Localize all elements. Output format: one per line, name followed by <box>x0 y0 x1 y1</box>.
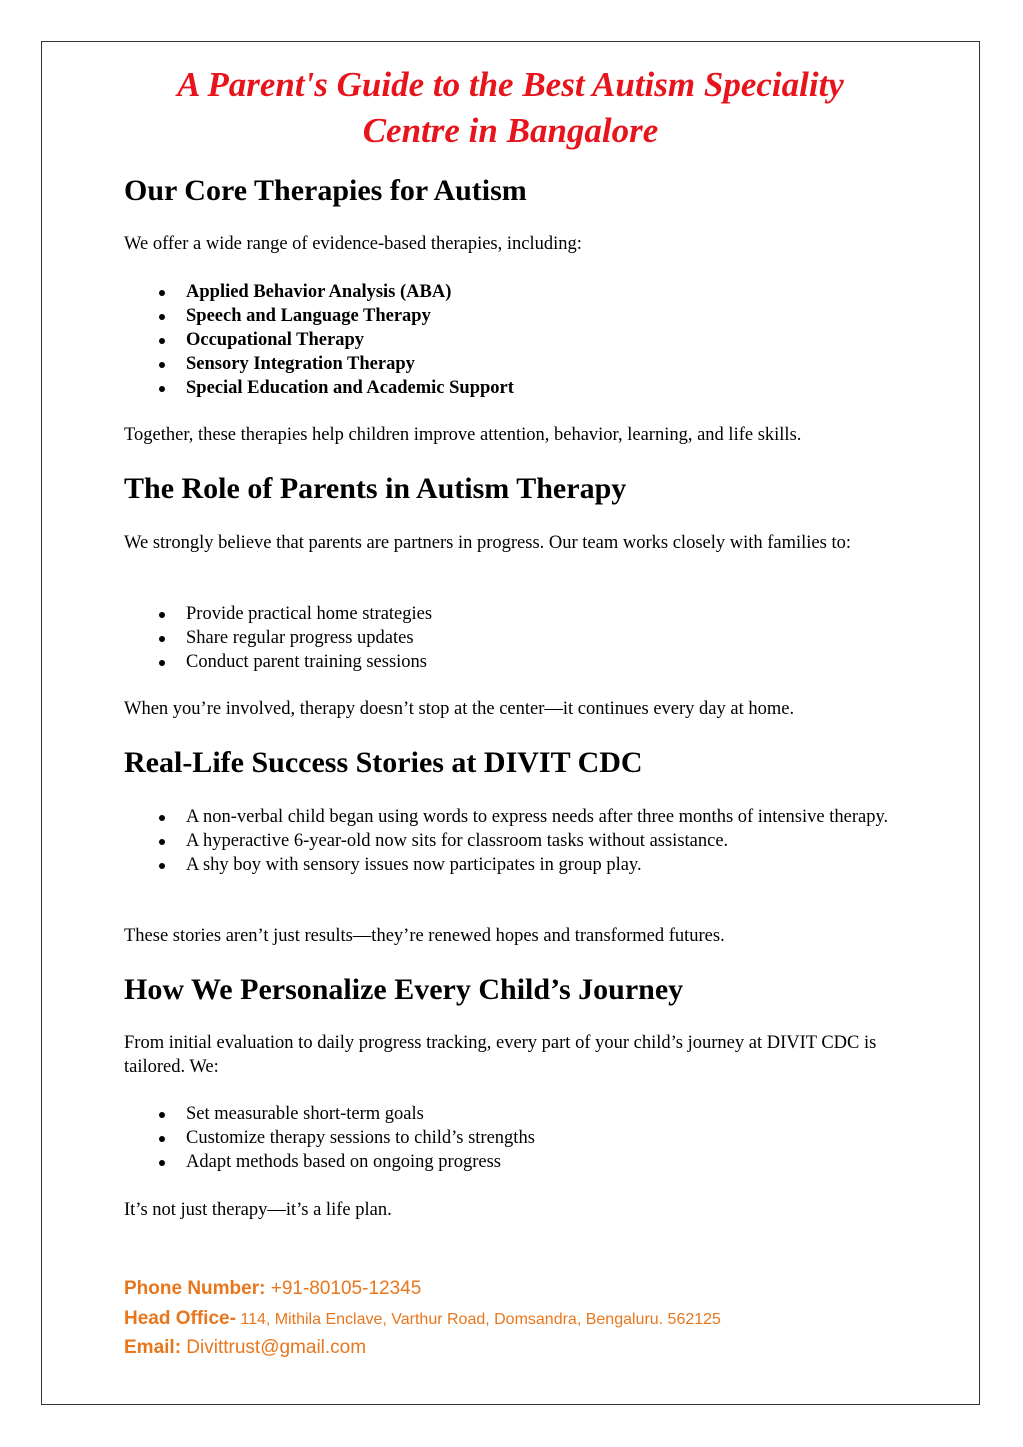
contact-email <box>124 1335 366 1361</box>
list-item: Sensory Integration Therapy <box>124 352 914 376</box>
office-label: Head Office- <box>124 1308 236 1329</box>
list-item: A shy boy with sensory issues now participates in group play. <box>124 853 914 877</box>
list-item: A non-verbal child began using words to express needs after three months of intensive therapy. <box>124 805 914 829</box>
section-outro: Together, these therapies help children improve attention, behavior, learning, and life skills. <box>124 425 802 445</box>
list-item: Occupational Therapy <box>124 328 914 352</box>
bullet-icon <box>159 314 165 320</box>
section-heading-personalize: How We Personalize Every Child’s Journey <box>124 973 684 1006</box>
list-item: Set measurable short-term goals <box>124 1102 914 1126</box>
list-item: Conduct parent training sessions <box>124 650 914 674</box>
section-outro: It’s not just therapy—it’s a life plan. <box>124 1200 392 1220</box>
section-intro: From initial evaluation to daily progress tracking, every part of your child’s journey at DIVIT CDC is tailored. We: <box>124 1033 877 1077</box>
section-intro: We offer a wide range of evidence-based therapies, including: <box>124 234 582 254</box>
phone-value[interactable]: +91-80105-12345 <box>265 1278 422 1299</box>
section-outro: These stories aren’t just results—they’re renewed hopes and transformed futures. <box>124 926 725 946</box>
bullet-icon <box>159 863 165 869</box>
email-label: Email: <box>124 1337 182 1358</box>
phone-label: Phone Number: <box>124 1278 266 1299</box>
bullet-icon <box>159 386 165 392</box>
title-line-2: Centre in Bangalore <box>362 111 659 150</box>
office-value: 114, Mithila Enclave, Varthur Road, Domsandra, Bengaluru. 562125 <box>235 1311 721 1328</box>
bullet-icon <box>159 1160 165 1166</box>
list-item: Adapt methods based on ongoing progress <box>124 1150 914 1174</box>
list-item: A hyperactive 6-year-old now sits for classroom tasks without assistance. <box>124 829 914 853</box>
bullet-icon <box>159 290 165 296</box>
bullet-icon <box>159 338 165 344</box>
bullet-icon <box>159 636 165 642</box>
list-item: Customize therapy sessions to child’s strengths <box>124 1126 914 1150</box>
document-title <box>41 62 980 154</box>
parents-list <box>124 602 914 674</box>
bullet-icon <box>159 1112 165 1118</box>
list-item: Provide practical home strategies <box>124 602 914 626</box>
contact-phone <box>124 1276 421 1302</box>
bullet-icon <box>159 815 165 821</box>
contact-head-office <box>124 1306 721 1333</box>
bullet-icon <box>159 660 165 666</box>
therapies-list <box>124 280 914 400</box>
list-item: Speech and Language Therapy <box>124 304 914 328</box>
list-item: Special Education and Academic Support <box>124 376 914 400</box>
bullet-icon <box>159 839 165 845</box>
bullet-icon <box>159 362 165 368</box>
email-value[interactable]: Divittrust@gmail.com <box>181 1337 367 1358</box>
bullet-icon <box>159 612 165 618</box>
section-heading-role-of-parents: The Role of Parents in Autism Therapy <box>124 472 627 505</box>
personalize-list <box>124 1102 914 1174</box>
section-outro: When you’re involved, therapy doesn’t stop at the center—it continues every day at home. <box>124 699 795 719</box>
section-heading-success-stories: Real-Life Success Stories at DIVIT CDC <box>124 746 643 779</box>
title-line-1: A Parent's Guide to the Best Autism Speciality <box>177 65 844 104</box>
stories-list <box>124 805 914 877</box>
section-intro: We strongly believe that parents are partners in progress. Our team works closely with families to: <box>124 533 852 553</box>
list-item: Applied Behavior Analysis (ABA) <box>124 280 914 304</box>
section-heading-core-therapies: Our Core Therapies for Autism <box>124 174 527 207</box>
bullet-icon <box>159 1136 165 1142</box>
list-item: Share regular progress updates <box>124 626 914 650</box>
